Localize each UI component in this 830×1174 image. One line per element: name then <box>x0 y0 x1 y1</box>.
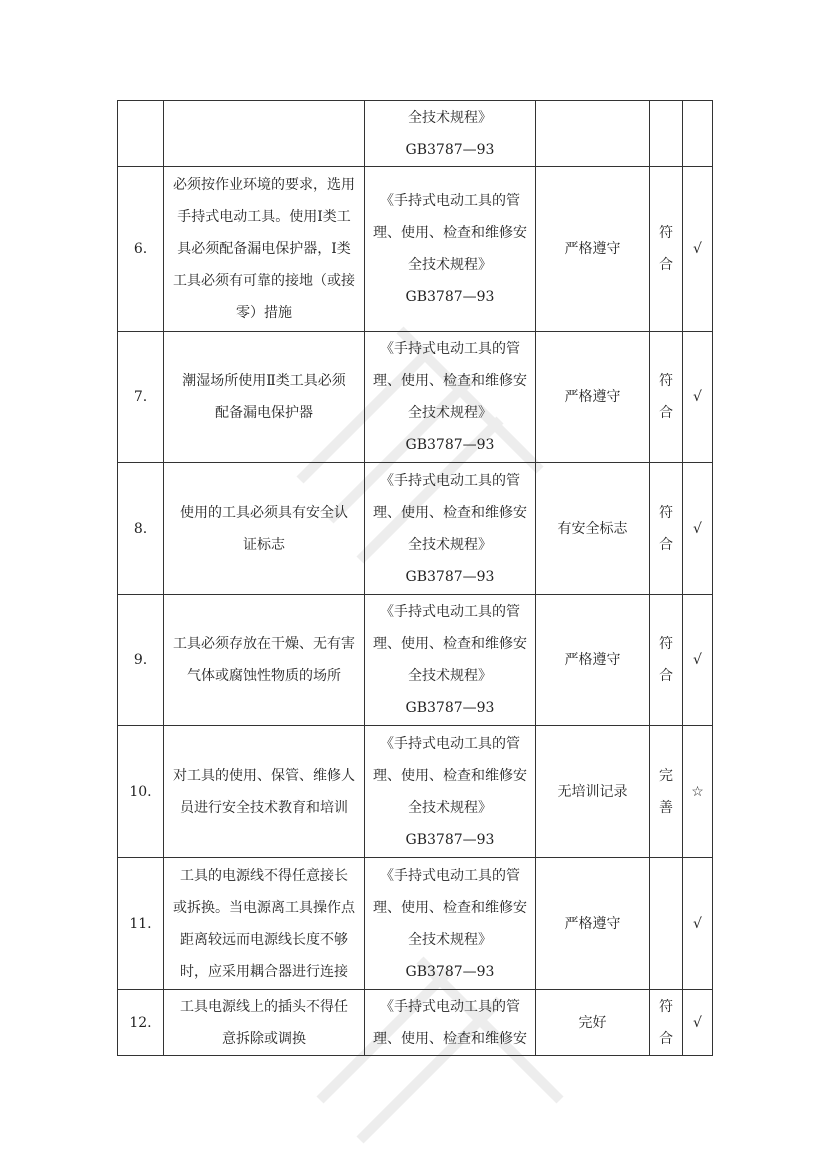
table-row <box>118 990 713 1056</box>
requirement-cell: 工具电源线上的插头不得任 意拆除或调换 <box>164 990 365 1056</box>
table-row <box>118 167 713 332</box>
basis-cell: 《手持式电动工具的管 理、使用、检查和维修安 全技术规程》 GB3787—93 <box>365 726 536 858</box>
result-cell <box>650 101 683 167</box>
basis-cell: 全技术规程》 GB3787—93 <box>365 101 536 167</box>
result-cell: 符 合 <box>650 167 683 332</box>
row-number: 10. <box>118 726 164 858</box>
finding-cell: 严格遵守 <box>536 332 650 463</box>
inspection-table <box>117 100 713 1056</box>
basis-cell: 《手持式电动工具的管 理、使用、检查和维修安 全技术规程》 GB3787—93 <box>365 332 536 463</box>
table-row <box>118 595 713 726</box>
row-number: 8. <box>118 463 164 595</box>
finding-cell <box>536 101 650 167</box>
mark-cell: √ <box>683 858 713 990</box>
row-number: 12. <box>118 990 164 1056</box>
row-number: 9. <box>118 595 164 726</box>
requirement-cell: 工具的电源线不得任意接长 或拆换。当电源离工具操作点 距离较远而电源线长度不够 时，应采用耦合器进行连接 <box>164 858 365 990</box>
requirement-cell: 工具必须存放在干燥、无有害 气体或腐蚀性物质的场所 <box>164 595 365 726</box>
table-row <box>118 332 713 463</box>
mark-cell: √ <box>683 332 713 463</box>
result-cell: 符 合 <box>650 463 683 595</box>
mark-cell: √ <box>683 990 713 1056</box>
finding-cell: 严格遵守 <box>536 858 650 990</box>
row-number <box>118 101 164 167</box>
result-cell: 符 合 <box>650 332 683 463</box>
result-cell <box>650 858 683 990</box>
requirement-cell: 使用的工具必须具有安全认 证标志 <box>164 463 365 595</box>
basis-cell: 《手持式电动工具的管 理、使用、检查和维修安 <box>365 990 536 1056</box>
requirement-cell: 必须按作业环境的要求，选用 手持式电动工具。使用Ⅰ类工 具必须配备漏电保护器，Ⅰ类 工具必须有可靠的接地（或接 零）措施 <box>164 167 365 332</box>
row-number: 7. <box>118 332 164 463</box>
mark-cell: √ <box>683 463 713 595</box>
table-row <box>118 463 713 595</box>
result-cell: 完 善 <box>650 726 683 858</box>
mark-cell: √ <box>683 167 713 332</box>
finding-cell: 无培训记录 <box>536 726 650 858</box>
mark-cell: √ <box>683 595 713 726</box>
table-row <box>118 101 713 167</box>
table-row <box>118 858 713 990</box>
basis-cell: 《手持式电动工具的管 理、使用、检查和维修安 全技术规程》 GB3787—93 <box>365 858 536 990</box>
finding-cell: 有安全标志 <box>536 463 650 595</box>
requirement-cell: 对工具的使用、保管、维修人 员进行安全技术教育和培训 <box>164 726 365 858</box>
row-number: 6. <box>118 167 164 332</box>
basis-cell: 《手持式电动工具的管 理、使用、检查和维修安 全技术规程》 GB3787—93 <box>365 167 536 332</box>
requirement-cell: 潮湿场所使用Ⅱ类工具必须 配备漏电保护器 <box>164 332 365 463</box>
mark-cell: ☆ <box>683 726 713 858</box>
mark-cell <box>683 101 713 167</box>
requirement-cell <box>164 101 365 167</box>
table-row <box>118 726 713 858</box>
row-number: 11. <box>118 858 164 990</box>
result-cell: 符 合 <box>650 595 683 726</box>
finding-cell: 严格遵守 <box>536 167 650 332</box>
result-cell: 符 合 <box>650 990 683 1056</box>
basis-cell: 《手持式电动工具的管 理、使用、检查和维修安 全技术规程》 GB3787—93 <box>365 463 536 595</box>
finding-cell: 完好 <box>536 990 650 1056</box>
basis-cell: 《手持式电动工具的管 理、使用、检查和维修安 全技术规程》 GB3787—93 <box>365 595 536 726</box>
finding-cell: 严格遵守 <box>536 595 650 726</box>
